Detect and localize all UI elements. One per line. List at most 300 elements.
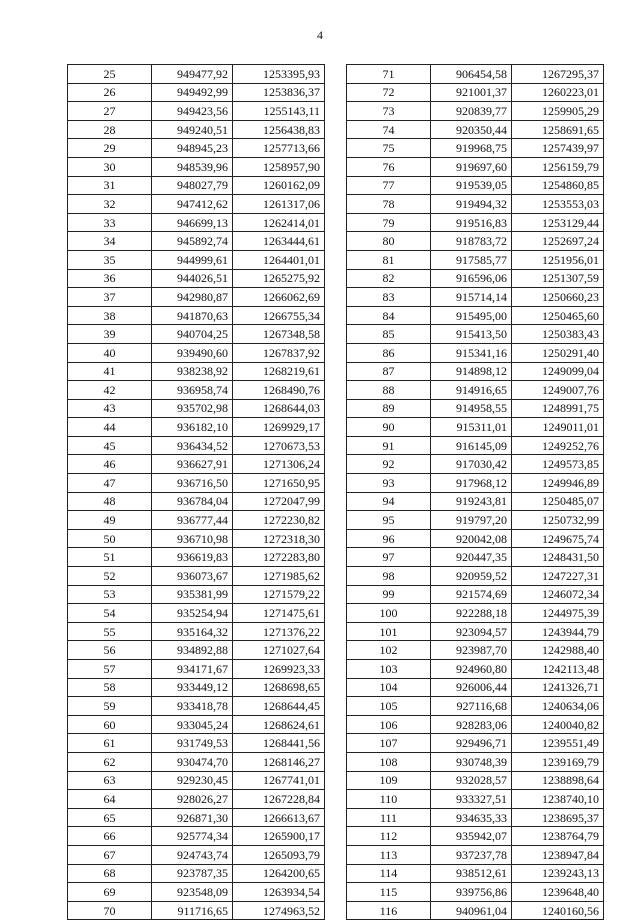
- y-coordinate-cell: 1246072,34: [512, 585, 604, 604]
- table-row: [347, 883, 604, 902]
- point-number-cell: 35: [68, 250, 152, 269]
- y-coordinate-cell: 1264401,01: [233, 250, 325, 269]
- y-coordinate-cell: 1271579,22: [233, 585, 325, 604]
- y-coordinate-cell: 1267348,58: [233, 325, 325, 344]
- x-coordinate-cell: 945892,74: [152, 232, 233, 251]
- table-row: [68, 585, 325, 604]
- table-row: [347, 660, 604, 679]
- x-coordinate-cell: 920447,35: [431, 548, 512, 567]
- y-coordinate-cell: 1253836,37: [233, 83, 325, 102]
- x-coordinate-cell: 936619,83: [152, 548, 233, 567]
- y-coordinate-cell: 1251307,59: [512, 269, 604, 288]
- table-row: [68, 176, 325, 195]
- table-row: [347, 362, 604, 381]
- table-row: [347, 604, 604, 623]
- point-number-cell: 114: [347, 864, 431, 883]
- y-coordinate-cell: 1258691,65: [512, 120, 604, 139]
- table-row: [68, 250, 325, 269]
- point-number-cell: 84: [347, 306, 431, 325]
- x-coordinate-cell: 940704,25: [152, 325, 233, 344]
- x-coordinate-cell: 922288,18: [431, 604, 512, 623]
- point-number-cell: 25: [68, 65, 152, 84]
- point-number-cell: 101: [347, 622, 431, 641]
- x-coordinate-cell: 919797,20: [431, 511, 512, 530]
- point-number-cell: 81: [347, 250, 431, 269]
- y-coordinate-cell: 1249011,01: [512, 418, 604, 437]
- x-coordinate-cell: 936958,74: [152, 381, 233, 400]
- x-coordinate-cell: 949423,56: [152, 102, 233, 121]
- y-coordinate-cell: 1255143,11: [233, 102, 325, 121]
- x-coordinate-cell: 915413,50: [431, 325, 512, 344]
- point-number-cell: 26: [68, 83, 152, 102]
- table-row: [68, 901, 325, 920]
- table-row: [68, 604, 325, 623]
- y-coordinate-cell: 1253395,93: [233, 65, 325, 84]
- y-coordinate-cell: 1260223,01: [512, 83, 604, 102]
- y-coordinate-cell: 1268644,45: [233, 697, 325, 716]
- table-row: [68, 157, 325, 176]
- point-number-cell: 87: [347, 362, 431, 381]
- point-number-cell: 61: [68, 734, 152, 753]
- y-coordinate-cell: 1240160,56: [512, 901, 604, 920]
- y-coordinate-cell: 1270673,53: [233, 436, 325, 455]
- y-coordinate-cell: 1249573,85: [512, 455, 604, 474]
- table-row: [68, 139, 325, 158]
- point-number-cell: 74: [347, 120, 431, 139]
- x-coordinate-cell: 917585,77: [431, 250, 512, 269]
- x-coordinate-cell: 919243,81: [431, 492, 512, 511]
- y-coordinate-cell: 1267741,01: [233, 771, 325, 790]
- x-coordinate-cell: 917968,12: [431, 474, 512, 493]
- y-coordinate-cell: 1248431,50: [512, 548, 604, 567]
- table-row: [68, 827, 325, 846]
- x-coordinate-cell: 942980,87: [152, 288, 233, 307]
- y-coordinate-cell: 1271027,64: [233, 641, 325, 660]
- table-row: [347, 827, 604, 846]
- y-coordinate-cell: 1265093,79: [233, 845, 325, 864]
- x-coordinate-cell: 916596,06: [431, 269, 512, 288]
- table-row: [68, 269, 325, 288]
- x-coordinate-cell: 915714,14: [431, 288, 512, 307]
- y-coordinate-cell: 1272230,82: [233, 511, 325, 530]
- x-coordinate-cell: 940961,04: [431, 901, 512, 920]
- point-number-cell: 116: [347, 901, 431, 920]
- x-coordinate-cell: 936777,44: [152, 511, 233, 530]
- y-coordinate-cell: 1239648,40: [512, 883, 604, 902]
- point-number-cell: 90: [347, 418, 431, 437]
- point-number-cell: 44: [68, 418, 152, 437]
- table-row: [68, 102, 325, 121]
- y-coordinate-cell: 1271306,24: [233, 455, 325, 474]
- point-number-cell: 107: [347, 734, 431, 753]
- table-row: [68, 213, 325, 232]
- y-coordinate-cell: 1249946,89: [512, 474, 604, 493]
- point-number-cell: 40: [68, 343, 152, 362]
- y-coordinate-cell: 1267837,92: [233, 343, 325, 362]
- point-number-cell: 86: [347, 343, 431, 362]
- point-number-cell: 71: [347, 65, 431, 84]
- table-row: [68, 65, 325, 84]
- point-number-cell: 67: [68, 845, 152, 864]
- x-coordinate-cell: 924743,74: [152, 845, 233, 864]
- table-row: [347, 288, 604, 307]
- table-row: [347, 678, 604, 697]
- y-coordinate-cell: 1272283,80: [233, 548, 325, 567]
- x-coordinate-cell: 934635,33: [431, 808, 512, 827]
- point-number-cell: 45: [68, 436, 152, 455]
- point-number-cell: 28: [68, 120, 152, 139]
- x-coordinate-cell: 947412,62: [152, 195, 233, 214]
- x-coordinate-cell: 938512,61: [431, 864, 512, 883]
- x-coordinate-cell: 948539,96: [152, 157, 233, 176]
- point-number-cell: 48: [68, 492, 152, 511]
- table-row: [347, 83, 604, 102]
- point-number-cell: 89: [347, 399, 431, 418]
- table-row: [68, 808, 325, 827]
- x-coordinate-cell: 948945,23: [152, 139, 233, 158]
- point-number-cell: 79: [347, 213, 431, 232]
- table-row: [347, 771, 604, 790]
- y-coordinate-cell: 1272318,30: [233, 529, 325, 548]
- point-number-cell: 109: [347, 771, 431, 790]
- x-coordinate-cell: 936434,52: [152, 436, 233, 455]
- table-row: [347, 102, 604, 121]
- y-coordinate-cell: 1244975,39: [512, 604, 604, 623]
- point-number-cell: 102: [347, 641, 431, 660]
- table-row: [68, 381, 325, 400]
- point-number-cell: 68: [68, 864, 152, 883]
- y-coordinate-cell: 1263444,61: [233, 232, 325, 251]
- point-number-cell: 94: [347, 492, 431, 511]
- table-row: [68, 362, 325, 381]
- x-coordinate-cell: 919516,83: [431, 213, 512, 232]
- x-coordinate-cell: 924960,80: [431, 660, 512, 679]
- table-row: [347, 213, 604, 232]
- y-coordinate-cell: 1271650,95: [233, 474, 325, 493]
- point-number-cell: 76: [347, 157, 431, 176]
- y-coordinate-cell: 1239169,79: [512, 752, 604, 771]
- y-coordinate-cell: 1260162,09: [233, 176, 325, 195]
- y-coordinate-cell: 1268219,61: [233, 362, 325, 381]
- point-number-cell: 43: [68, 399, 152, 418]
- y-coordinate-cell: 1264200,65: [233, 864, 325, 883]
- table-row: [347, 864, 604, 883]
- point-number-cell: 65: [68, 808, 152, 827]
- y-coordinate-cell: 1249252,76: [512, 436, 604, 455]
- point-number-cell: 46: [68, 455, 152, 474]
- y-coordinate-cell: 1249007,76: [512, 381, 604, 400]
- table-row: [68, 120, 325, 139]
- table-row: [347, 622, 604, 641]
- y-coordinate-cell: 1269929,17: [233, 418, 325, 437]
- x-coordinate-cell: 919539,05: [431, 176, 512, 195]
- table-row: [347, 195, 604, 214]
- point-number-cell: 29: [68, 139, 152, 158]
- table-row: [347, 325, 604, 344]
- table-row: [347, 734, 604, 753]
- x-coordinate-cell: 923548,09: [152, 883, 233, 902]
- table-row: [347, 455, 604, 474]
- x-coordinate-cell: 921574,69: [431, 585, 512, 604]
- y-coordinate-cell: 1238898,64: [512, 771, 604, 790]
- x-coordinate-cell: 930748,39: [431, 752, 512, 771]
- point-number-cell: 91: [347, 436, 431, 455]
- point-number-cell: 75: [347, 139, 431, 158]
- table-row: [347, 418, 604, 437]
- y-coordinate-cell: 1239551,49: [512, 734, 604, 753]
- coordinates-table-right: [346, 64, 604, 920]
- table-row: [68, 343, 325, 362]
- y-coordinate-cell: 1243944,79: [512, 622, 604, 641]
- x-coordinate-cell: 934171,67: [152, 660, 233, 679]
- table-row: [347, 641, 604, 660]
- point-number-cell: 57: [68, 660, 152, 679]
- y-coordinate-cell: 1259905,29: [512, 102, 604, 121]
- table-row: [347, 232, 604, 251]
- point-number-cell: 27: [68, 102, 152, 121]
- table-row: [68, 734, 325, 753]
- point-number-cell: 63: [68, 771, 152, 790]
- y-coordinate-cell: 1268698,65: [233, 678, 325, 697]
- x-coordinate-cell: 923094,57: [431, 622, 512, 641]
- y-coordinate-cell: 1256159,79: [512, 157, 604, 176]
- y-coordinate-cell: 1238740,10: [512, 790, 604, 809]
- x-coordinate-cell: 926006,44: [431, 678, 512, 697]
- x-coordinate-cell: 920042,08: [431, 529, 512, 548]
- point-number-cell: 80: [347, 232, 431, 251]
- x-coordinate-cell: 949477,92: [152, 65, 233, 84]
- table-row: [68, 845, 325, 864]
- x-coordinate-cell: 935942,07: [431, 827, 512, 846]
- y-coordinate-cell: 1250465,60: [512, 306, 604, 325]
- y-coordinate-cell: 1267295,37: [512, 65, 604, 84]
- y-coordinate-cell: 1247227,31: [512, 567, 604, 586]
- x-coordinate-cell: 944999,61: [152, 250, 233, 269]
- table-row: [347, 567, 604, 586]
- y-coordinate-cell: 1252697,24: [512, 232, 604, 251]
- point-number-cell: 31: [68, 176, 152, 195]
- point-number-cell: 78: [347, 195, 431, 214]
- x-coordinate-cell: 915311,01: [431, 418, 512, 437]
- point-number-cell: 95: [347, 511, 431, 530]
- x-coordinate-cell: 935702,98: [152, 399, 233, 418]
- point-number-cell: 105: [347, 697, 431, 716]
- table-row: [347, 157, 604, 176]
- x-coordinate-cell: 936627,91: [152, 455, 233, 474]
- point-number-cell: 69: [68, 883, 152, 902]
- table-row: [68, 418, 325, 437]
- x-coordinate-cell: 920350,44: [431, 120, 512, 139]
- point-number-cell: 59: [68, 697, 152, 716]
- point-number-cell: 47: [68, 474, 152, 493]
- y-coordinate-cell: 1253553,03: [512, 195, 604, 214]
- point-number-cell: 53: [68, 585, 152, 604]
- x-coordinate-cell: 915495,00: [431, 306, 512, 325]
- x-coordinate-cell: 914916,65: [431, 381, 512, 400]
- y-coordinate-cell: 1261317,06: [233, 195, 325, 214]
- table-row: [68, 529, 325, 548]
- x-coordinate-cell: 935254,94: [152, 604, 233, 623]
- point-number-cell: 93: [347, 474, 431, 493]
- point-number-cell: 52: [68, 567, 152, 586]
- table-row: [68, 306, 325, 325]
- point-number-cell: 108: [347, 752, 431, 771]
- x-coordinate-cell: 933327,51: [431, 790, 512, 809]
- y-coordinate-cell: 1242113,48: [512, 660, 604, 679]
- x-coordinate-cell: 915341,16: [431, 343, 512, 362]
- y-coordinate-cell: 1250383,43: [512, 325, 604, 344]
- table-row: [347, 752, 604, 771]
- point-number-cell: 64: [68, 790, 152, 809]
- x-coordinate-cell: 919494,32: [431, 195, 512, 214]
- table-row: [68, 548, 325, 567]
- point-number-cell: 33: [68, 213, 152, 232]
- x-coordinate-cell: 906454,58: [431, 65, 512, 84]
- x-coordinate-cell: 911716,65: [152, 901, 233, 920]
- y-coordinate-cell: 1271985,62: [233, 567, 325, 586]
- point-number-cell: 98: [347, 567, 431, 586]
- table-row: [68, 325, 325, 344]
- table-row: [68, 883, 325, 902]
- table-row: [68, 288, 325, 307]
- point-number-cell: 70: [68, 901, 152, 920]
- table-row: [68, 660, 325, 679]
- x-coordinate-cell: 939756,86: [431, 883, 512, 902]
- y-coordinate-cell: 1272047,99: [233, 492, 325, 511]
- y-coordinate-cell: 1256438,83: [233, 120, 325, 139]
- y-coordinate-cell: 1250732,99: [512, 511, 604, 530]
- x-coordinate-cell: 921001,37: [431, 83, 512, 102]
- table-row: [347, 306, 604, 325]
- table-row: [68, 492, 325, 511]
- table-row: [68, 232, 325, 251]
- table-row: [347, 65, 604, 84]
- x-coordinate-cell: 919697,60: [431, 157, 512, 176]
- table-row: [68, 697, 325, 716]
- table-row: [68, 511, 325, 530]
- point-number-cell: 77: [347, 176, 431, 195]
- point-number-cell: 111: [347, 808, 431, 827]
- table-row: [347, 139, 604, 158]
- y-coordinate-cell: 1249099,04: [512, 362, 604, 381]
- x-coordinate-cell: 923987,70: [431, 641, 512, 660]
- point-number-cell: 38: [68, 306, 152, 325]
- point-number-cell: 104: [347, 678, 431, 697]
- y-coordinate-cell: 1240040,82: [512, 715, 604, 734]
- table-row: [347, 808, 604, 827]
- x-coordinate-cell: 936716,50: [152, 474, 233, 493]
- y-coordinate-cell: 1266755,34: [233, 306, 325, 325]
- x-coordinate-cell: 928283,06: [431, 715, 512, 734]
- x-coordinate-cell: 936710,98: [152, 529, 233, 548]
- y-coordinate-cell: 1265900,17: [233, 827, 325, 846]
- x-coordinate-cell: 934892,88: [152, 641, 233, 660]
- point-number-cell: 30: [68, 157, 152, 176]
- x-coordinate-cell: 949492,99: [152, 83, 233, 102]
- y-coordinate-cell: 1250485,07: [512, 492, 604, 511]
- y-coordinate-cell: 1250660,23: [512, 288, 604, 307]
- y-coordinate-cell: 1253129,44: [512, 213, 604, 232]
- x-coordinate-cell: 935381,99: [152, 585, 233, 604]
- x-coordinate-cell: 937237,78: [431, 845, 512, 864]
- y-coordinate-cell: 1263934,54: [233, 883, 325, 902]
- point-number-cell: 55: [68, 622, 152, 641]
- point-number-cell: 85: [347, 325, 431, 344]
- x-coordinate-cell: 948027,79: [152, 176, 233, 195]
- table-row: [68, 399, 325, 418]
- point-number-cell: 92: [347, 455, 431, 474]
- point-number-cell: 41: [68, 362, 152, 381]
- table-row: [68, 771, 325, 790]
- point-number-cell: 49: [68, 511, 152, 530]
- x-coordinate-cell: 933045,24: [152, 715, 233, 734]
- table-row: [347, 176, 604, 195]
- y-coordinate-cell: 1268490,76: [233, 381, 325, 400]
- x-coordinate-cell: 923787,35: [152, 864, 233, 883]
- x-coordinate-cell: 914898,12: [431, 362, 512, 381]
- x-coordinate-cell: 933449,12: [152, 678, 233, 697]
- table-row: [68, 455, 325, 474]
- table-row: [347, 697, 604, 716]
- y-coordinate-cell: 1254860,85: [512, 176, 604, 195]
- y-coordinate-cell: 1267228,84: [233, 790, 325, 809]
- point-number-cell: 99: [347, 585, 431, 604]
- point-number-cell: 58: [68, 678, 152, 697]
- table-row: [347, 548, 604, 567]
- table-row: [347, 343, 604, 362]
- y-coordinate-cell: 1271475,61: [233, 604, 325, 623]
- table-row: [68, 474, 325, 493]
- table-row: [347, 381, 604, 400]
- x-coordinate-cell: 949240,51: [152, 120, 233, 139]
- x-coordinate-cell: 946699,13: [152, 213, 233, 232]
- table-row: [347, 511, 604, 530]
- point-number-cell: 100: [347, 604, 431, 623]
- x-coordinate-cell: 920839,77: [431, 102, 512, 121]
- y-coordinate-cell: 1266613,67: [233, 808, 325, 827]
- point-number-cell: 73: [347, 102, 431, 121]
- x-coordinate-cell: 914958,55: [431, 399, 512, 418]
- y-coordinate-cell: 1242988,40: [512, 641, 604, 660]
- table-row: [347, 529, 604, 548]
- x-coordinate-cell: 926871,30: [152, 808, 233, 827]
- y-coordinate-cell: 1240634,06: [512, 697, 604, 716]
- point-number-cell: 42: [68, 381, 152, 400]
- point-number-cell: 39: [68, 325, 152, 344]
- table-row: [68, 715, 325, 734]
- x-coordinate-cell: 918783,72: [431, 232, 512, 251]
- y-coordinate-cell: 1258957,90: [233, 157, 325, 176]
- point-number-cell: 36: [68, 269, 152, 288]
- point-number-cell: 34: [68, 232, 152, 251]
- y-coordinate-cell: 1269923,33: [233, 660, 325, 679]
- x-coordinate-cell: 931749,53: [152, 734, 233, 753]
- y-coordinate-cell: 1268146,27: [233, 752, 325, 771]
- point-number-cell: 110: [347, 790, 431, 809]
- page-number: 4: [317, 28, 323, 42]
- table-row: [347, 901, 604, 920]
- x-coordinate-cell: 936784,04: [152, 492, 233, 511]
- x-coordinate-cell: 927116,68: [431, 697, 512, 716]
- x-coordinate-cell: 944026,51: [152, 269, 233, 288]
- point-number-cell: 54: [68, 604, 152, 623]
- table-row: [68, 752, 325, 771]
- point-number-cell: 113: [347, 845, 431, 864]
- y-coordinate-cell: 1238695,37: [512, 808, 604, 827]
- x-coordinate-cell: 938238,92: [152, 362, 233, 381]
- table-row: [68, 436, 325, 455]
- y-coordinate-cell: 1239243,13: [512, 864, 604, 883]
